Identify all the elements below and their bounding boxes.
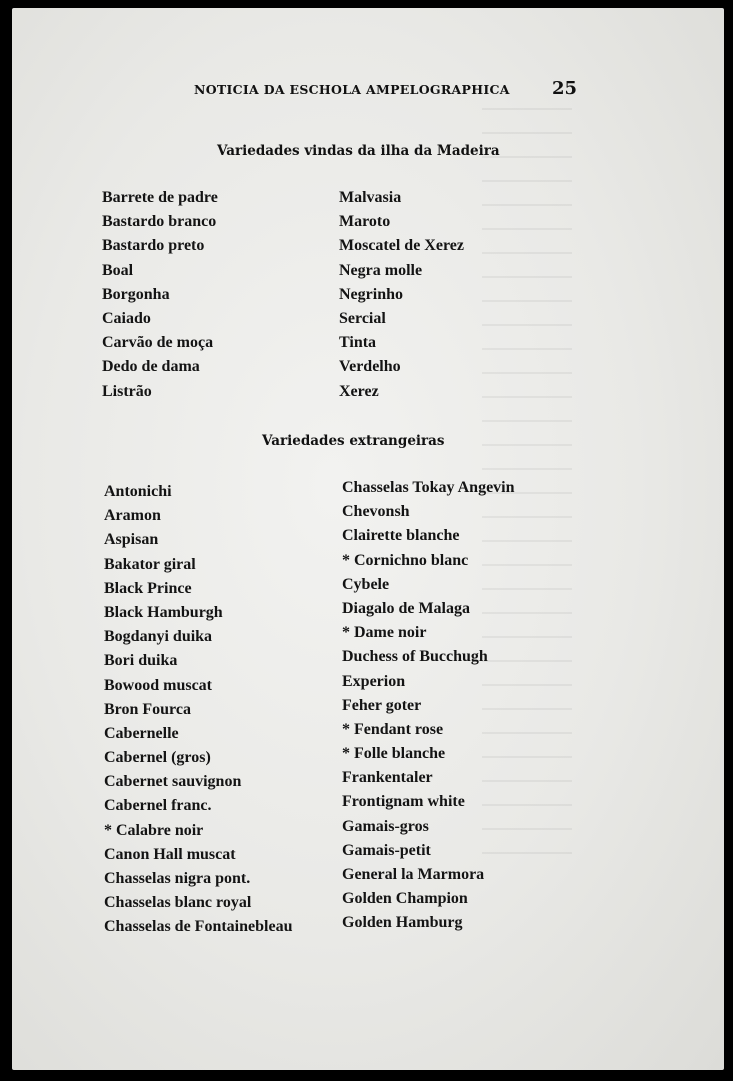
variety-name: Negrinho <box>339 285 403 303</box>
variety-name: Cabernel franc. <box>104 797 212 815</box>
variety-name: Chasselas blanc royal <box>104 894 252 912</box>
variety-name: Caiado <box>102 309 151 327</box>
variety-name: * Calabre noir <box>104 821 204 839</box>
variety-name: * Fendant rose <box>342 720 444 738</box>
variety-name: Cabernel (gros) <box>104 749 211 767</box>
variety-name: Frontignam white <box>342 793 465 811</box>
variety-name: Chasselas nigra pont. <box>104 870 251 887</box>
variety-name: * Dame noir <box>342 624 427 642</box>
variety-name: General la Marmora <box>342 866 485 883</box>
foreign-right-column <box>342 476 515 936</box>
variety-name: Diagalo de Malaga <box>342 599 470 617</box>
page-number: 25 <box>552 78 578 99</box>
variety-name: Chasselas de Fontainebleau <box>104 918 293 936</box>
variety-name: Feher goter <box>342 696 422 714</box>
running-title: NOTICIA DA ESCHOLA AMPELOGRAPHICA <box>194 82 510 97</box>
variety-name: Barrete de padre <box>102 189 218 206</box>
variety-name: Carvão de moça <box>102 334 214 352</box>
variety-name: Bogdanyi duika <box>104 628 213 646</box>
variety-name: Moscatel de Xerez <box>339 237 464 255</box>
variety-name: Boal <box>102 261 134 279</box>
variety-name: Bakator giral <box>104 555 196 573</box>
variety-name: Black Prince <box>104 579 192 597</box>
variety-name: Chevonsh <box>342 503 410 521</box>
variety-name: Maroto <box>339 213 391 231</box>
variety-name: Chasselas Tokay Angevin <box>342 479 515 496</box>
book-page <box>12 8 724 1070</box>
variety-name: Frankentaler <box>342 769 433 787</box>
variety-name: Malvasia <box>339 189 402 206</box>
variety-name: Clairette blanche <box>342 527 460 545</box>
variety-name: Aspisan <box>104 531 159 549</box>
madeira-right-column <box>339 186 464 404</box>
variety-name: Aramon <box>104 507 161 525</box>
variety-name: Listrão <box>102 382 152 400</box>
variety-name: Canon Hall muscat <box>104 845 236 863</box>
variety-name: Borgonha <box>102 285 170 303</box>
variety-name: * Folle blanche <box>342 745 446 763</box>
page-header <box>12 78 724 102</box>
foreign-left-column <box>104 480 292 940</box>
variety-name: Cabernelle <box>104 724 179 742</box>
variety-name: Cybele <box>342 575 390 593</box>
variety-name: Antonichi <box>104 483 172 500</box>
variety-name: Golden Champion <box>342 890 468 908</box>
variety-name: Gamais-gros <box>342 817 429 835</box>
variety-name: Bron Fourca <box>104 700 191 718</box>
variety-name: Gamais-petit <box>342 841 431 859</box>
variety-name: Bori duika <box>104 652 178 670</box>
variety-name: Xerez <box>339 382 379 400</box>
variety-name: Tinta <box>339 334 377 352</box>
variety-name: Sercial <box>339 309 386 327</box>
madeira-left-column <box>102 186 218 404</box>
variety-name: Cabernet sauvignon <box>104 773 242 791</box>
variety-name: Verdelho <box>339 358 401 376</box>
variety-name: Bastardo preto <box>102 237 205 255</box>
variety-name: Bowood muscat <box>104 676 213 694</box>
variety-name: Bastardo branco <box>102 213 217 231</box>
variety-name: Experion <box>342 672 406 690</box>
variety-name: Duchess of Bucchugh <box>342 648 488 666</box>
variety-name: Black Hamburgh <box>104 603 223 621</box>
section-heading-foreign: Variedades extrangeiras <box>262 433 445 449</box>
variety-name: Dedo de dama <box>102 358 200 376</box>
variety-name: Negra molle <box>339 261 423 279</box>
variety-name: * Cornichno blanc <box>342 551 469 569</box>
section-heading-madeira: Variedades vindas da ilha da Madeira <box>217 143 500 159</box>
variety-name: Golden Hamburg <box>342 914 463 932</box>
